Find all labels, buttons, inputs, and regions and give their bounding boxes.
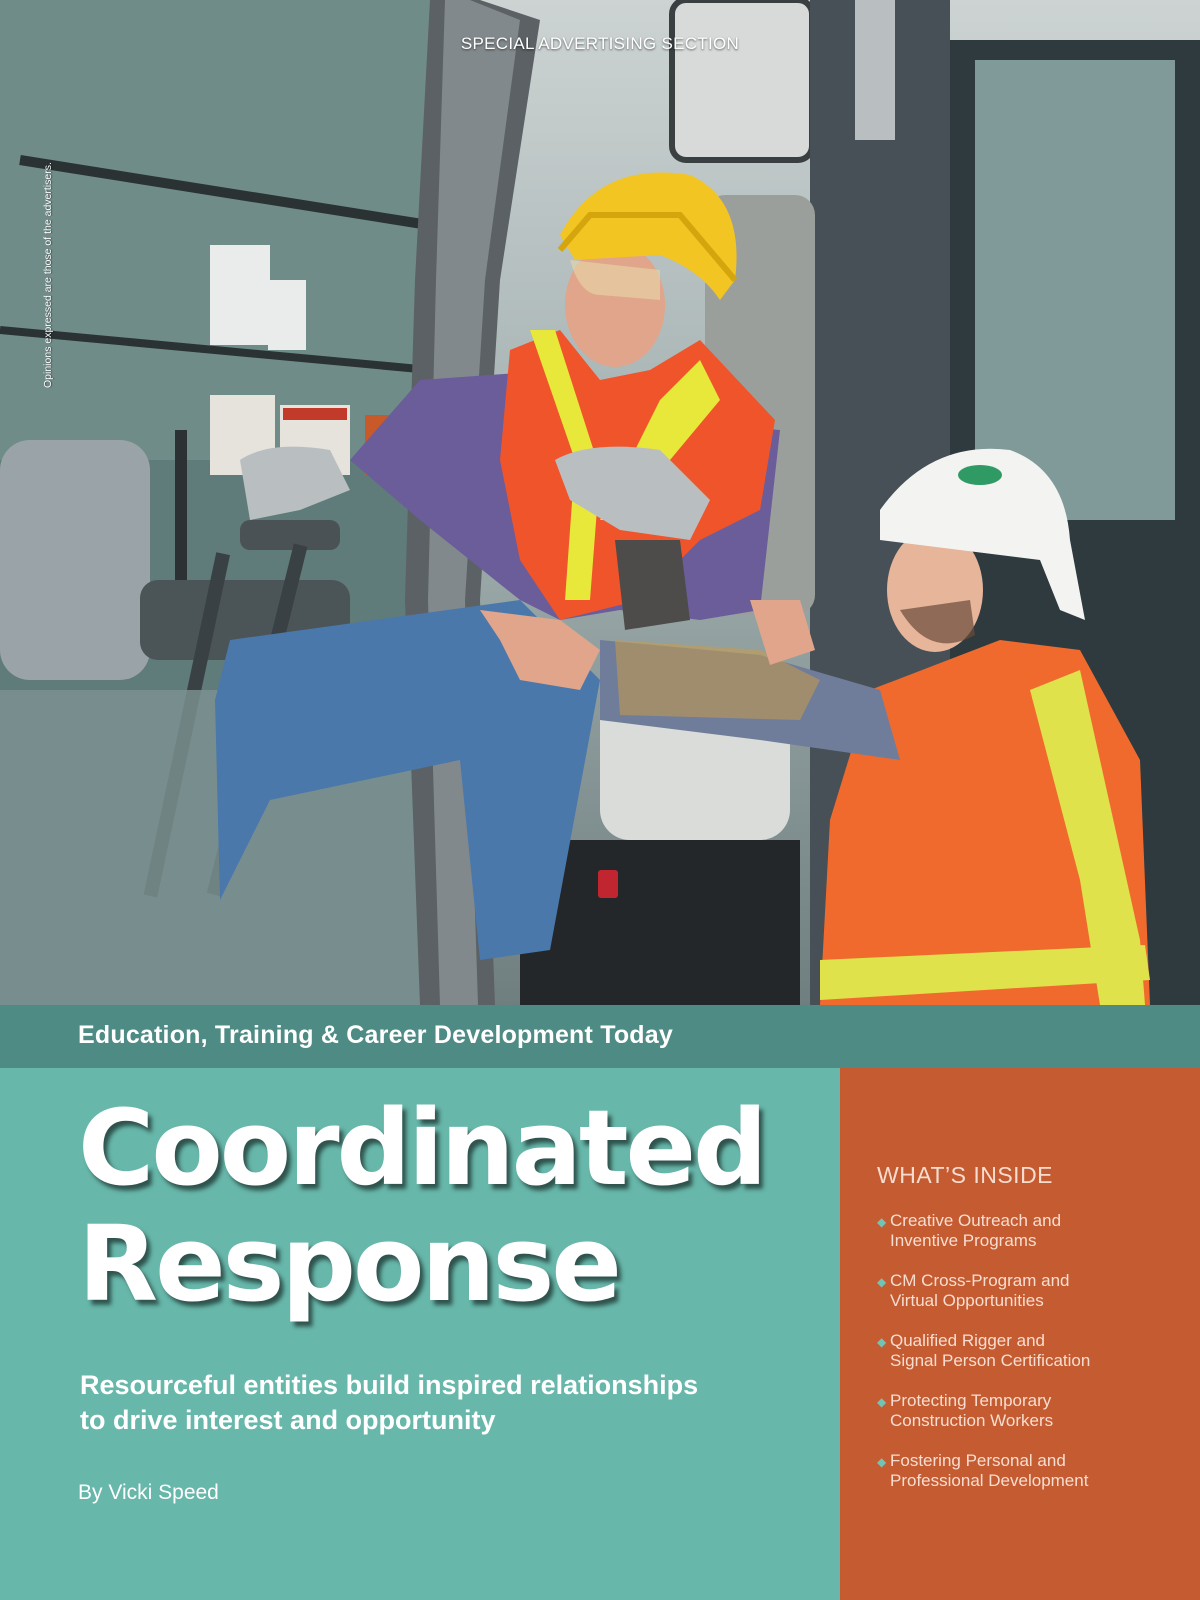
list-item bbox=[877, 1391, 1187, 1431]
list-item-text: Qualified Rigger and Signal Person Certification bbox=[890, 1331, 1091, 1370]
list-item bbox=[877, 1211, 1187, 1251]
headline bbox=[78, 1087, 765, 1325]
whats-inside-title: WHAT’S INSIDE bbox=[877, 1162, 1054, 1188]
section-band bbox=[0, 1005, 1200, 1068]
whats-inside-panel bbox=[840, 1068, 1200, 1600]
list-item-text: Protecting Temporary Construction Workers bbox=[890, 1391, 1054, 1430]
list-item bbox=[877, 1331, 1187, 1371]
article-intro-panel bbox=[0, 1068, 840, 1600]
list-item bbox=[877, 1271, 1187, 1311]
list-item-text: Fostering Personal and Professional Development bbox=[890, 1451, 1089, 1490]
diamond-bullet-icon: ◆ bbox=[877, 1395, 887, 1409]
headline-line-1: Coordinated bbox=[78, 1087, 765, 1209]
byline: By Vicki Speed bbox=[78, 1481, 219, 1504]
diamond-bullet-icon: ◆ bbox=[877, 1215, 887, 1229]
list-item bbox=[877, 1451, 1187, 1491]
section-title: Education, Training & Career Development Today bbox=[78, 1021, 673, 1049]
diamond-bullet-icon: ◆ bbox=[877, 1455, 887, 1469]
advertiser-disclaimer: Opinions expressed are those of the advertisers. bbox=[42, 162, 54, 388]
subheadline: Resourceful entities build inspired relationships to drive interest and opportunity bbox=[80, 1370, 699, 1435]
diamond-bullet-icon: ◆ bbox=[877, 1275, 887, 1289]
list-item-text: Creative Outreach and Inventive Programs bbox=[890, 1211, 1062, 1250]
list-item-text: CM Cross-Program and Virtual Opportunities bbox=[890, 1271, 1070, 1310]
diamond-bullet-icon: ◆ bbox=[877, 1335, 887, 1349]
special-advertising-label: SPECIAL ADVERTISING SECTION bbox=[460, 34, 740, 53]
headline-line-2: Response bbox=[78, 1203, 619, 1325]
whats-inside-list bbox=[877, 1211, 1187, 1511]
